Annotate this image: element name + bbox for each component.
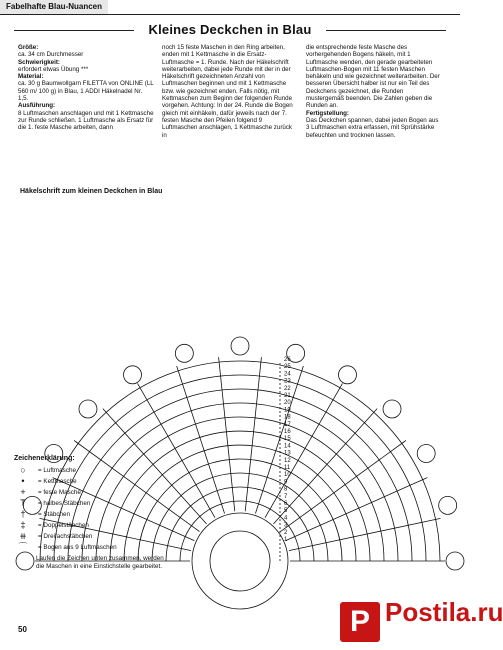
round-label: 17 xyxy=(284,421,291,428)
round-label: 16 xyxy=(284,429,291,435)
outer-petal xyxy=(417,445,435,463)
round-label: 24 xyxy=(284,371,291,378)
legend-item xyxy=(14,465,164,476)
legend xyxy=(14,455,164,572)
paragraph: erfordert etwas Übung *** xyxy=(18,65,89,73)
legend-item xyxy=(14,531,164,542)
round-label: 2 xyxy=(284,529,288,536)
round-label: 26 xyxy=(284,357,291,363)
round-label: 9 xyxy=(284,479,288,486)
round-label: 25 xyxy=(284,364,291,371)
legend-label: = Luftmasche xyxy=(38,466,76,474)
watermark-text: Postila.ru xyxy=(385,597,503,627)
outer-petal xyxy=(446,552,464,570)
legend-symbol: + xyxy=(20,487,26,498)
legend-symbol: ⧺ xyxy=(19,531,27,542)
legend-label: = Bogen aus 9 Luftmaschen xyxy=(38,543,117,551)
legend-item xyxy=(14,542,164,553)
round-label: 6 xyxy=(284,501,288,507)
page-number: 50 xyxy=(18,625,27,634)
round-label: 23 xyxy=(284,378,291,385)
outer-petal xyxy=(175,344,193,362)
paragraph: 8 Luftmaschen anschlagen und mit 1 Kettmasche zur Runde schließen. 1 Luftmasche als Ersatz für die 1. feste Masche arbeiten, dann xyxy=(18,109,154,132)
stitch-spoke xyxy=(280,441,405,532)
page-title: Kleines Deckchen in Blau xyxy=(148,22,312,37)
outer-petal xyxy=(439,496,457,514)
round-label: 14 xyxy=(284,443,291,450)
legend-label: = Stäbchen xyxy=(38,510,71,518)
round-label: 13 xyxy=(284,450,291,457)
instructions-column-2 xyxy=(162,44,298,189)
section-heading: Ausführung: xyxy=(18,102,56,110)
legend-item xyxy=(14,476,164,487)
legend-symbol: • xyxy=(21,476,25,487)
stitch-spoke xyxy=(177,366,225,513)
instructions-column-1 xyxy=(18,44,154,189)
paragraph: die entsprechende feste Masche des vorhergehenden Bogens häkeln, mit 1 Luftmasche wenden, den gerade gearbeiteten Luftmaschen-Bogen mit 11 festen Maschen behäkeln und wie gezeichnet weiterarbeiten. Der besseren Übersicht halber ist nur ein Teil des Deckchens gezeichnet, die Runden mustergemäß beenden. Die Zahlen geben die Runden an. xyxy=(306,44,440,110)
round-label: 15 xyxy=(284,436,291,443)
header-rule xyxy=(0,14,460,15)
legend-symbol: ‡ xyxy=(20,520,26,531)
outer-petal xyxy=(79,400,97,418)
watermark-logo: P xyxy=(340,602,380,642)
legend-item xyxy=(14,498,164,509)
legend-item xyxy=(14,509,164,520)
round-label: 4 xyxy=(284,515,288,522)
outer-petal xyxy=(124,366,142,384)
paragraph: Das Deckchen spannen, dabei jeden Bogen aus 3 Luftmaschen extra erfassen, mit Sprühstärke befeuchten und trocknen lassen. xyxy=(306,116,439,139)
legend-symbol: ⌒ xyxy=(18,542,28,553)
section-heading: Fertigstellung: xyxy=(306,109,349,117)
round-label: 21 xyxy=(284,393,291,399)
round-label: 22 xyxy=(284,385,291,392)
round-label: 11 xyxy=(284,465,291,471)
round-label: 1 xyxy=(284,537,288,543)
round-label: 8 xyxy=(284,486,288,493)
diagram-title: Häkelschrift zum kleinen Deckchen in Blau xyxy=(20,188,163,195)
instructions-column-3 xyxy=(306,44,442,189)
round-label: 10 xyxy=(284,472,291,479)
section-tag: Fabelhafte Blau-Nuancen xyxy=(0,0,108,14)
round-label: 7 xyxy=(284,493,288,500)
center-ring xyxy=(192,513,288,609)
legend-note: Laufen die Zeichen unten zusammen, werden die Maschen in eine Einstichstelle gearbeitet. xyxy=(36,555,164,571)
section-heading: Größe: xyxy=(18,44,39,51)
legend-label: = halbes Stäbchen xyxy=(38,499,91,507)
round-label: 5 xyxy=(284,508,288,515)
legend-label: = Doppelstäbchen xyxy=(38,521,89,529)
legend-symbol: † xyxy=(20,509,26,520)
legend-label: = feste Masche xyxy=(38,488,81,496)
stitch-spoke xyxy=(255,366,303,513)
section-heading: Schwierigkeit: xyxy=(18,58,60,66)
crochet-chart xyxy=(0,196,460,650)
paragraph: ca. 30 g Baumwollgarn FILETTA von ONLINE (LL 560 m/ 100 g) in Blau, 1 ADDI Häkelnadel Nr. 1,5. xyxy=(18,80,154,103)
inner-ring xyxy=(210,531,270,591)
round-label: 20 xyxy=(284,400,291,407)
legend-symbol: ○ xyxy=(20,465,26,476)
paragraph: ca. 34 cm Durchmesser xyxy=(18,51,84,59)
paragraph: noch 15 feste Maschen in den Ring arbeiten, enden mit 1 Kettmasche in die Ersatz-Luftmasche = 1. Runde. Nach der Häkelschrift weiterarbeiten, dabei jede Runde mit der in der Häkelschrift gezeichneten Anzahl von Luftmaschen beginnen und mit 1 Kettmasche bzw. wie gezeichnet enden. Falls nötig, mit Kettmaschen zum Beginn der folgenden Runde vorgehen. Achtung: In der 24. Runde die Bogen gleich mit einhäkeln, dafür jeweils nach der 7. festen Masche den Pfeilen folgend 9 Luftmaschen anschlagen, 1 Kettmasche zurück in xyxy=(162,44,293,139)
outer-petal xyxy=(339,366,357,384)
legend-label: = Kettmasche xyxy=(38,477,77,485)
legend-label: = Dreifachstäbchen xyxy=(38,532,93,540)
round-label: 3 xyxy=(284,522,288,529)
outer-petal xyxy=(383,400,401,418)
section-heading: Material: xyxy=(18,73,44,81)
round-label: 12 xyxy=(284,457,291,464)
round-label: 19 xyxy=(284,407,291,414)
legend-item xyxy=(14,487,164,498)
outer-petal xyxy=(231,337,249,355)
instructions xyxy=(18,44,442,189)
legend-item xyxy=(14,520,164,531)
legend-title: Zeichenerklärung: xyxy=(14,455,75,462)
legend-symbol: T xyxy=(20,498,26,509)
round-label: 18 xyxy=(284,414,291,421)
